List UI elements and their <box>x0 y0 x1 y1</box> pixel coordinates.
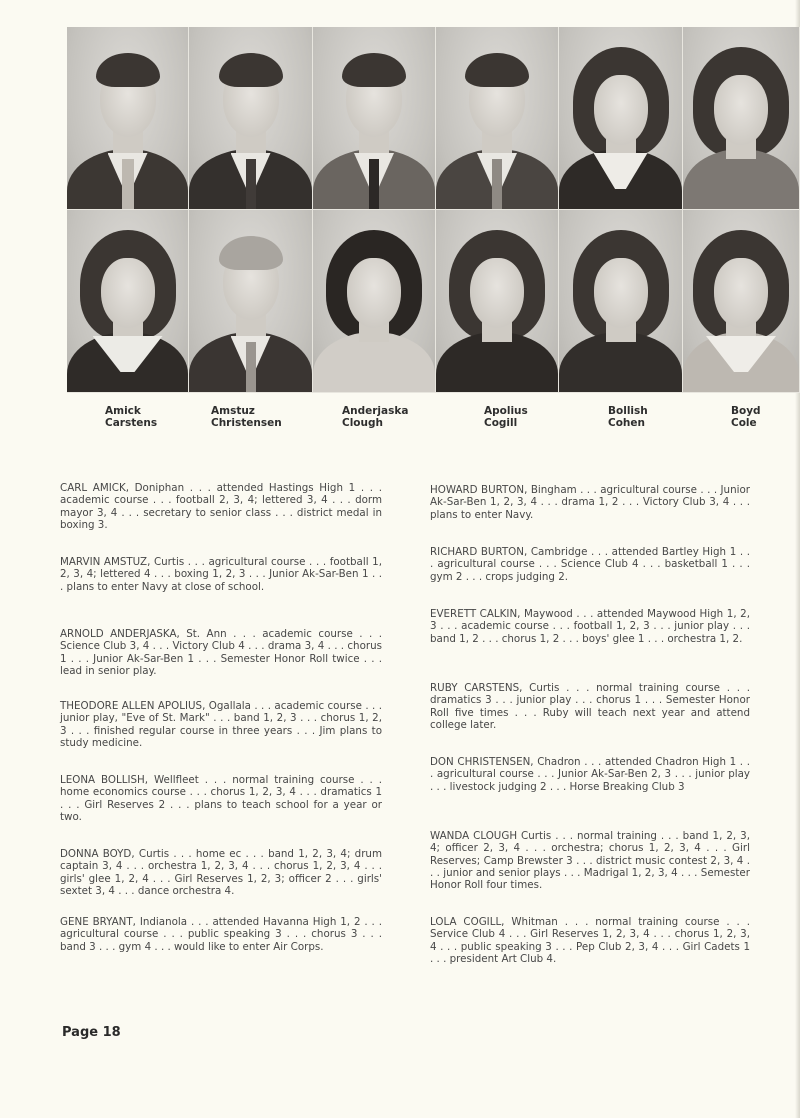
caption-bottom-name: Cogill <box>484 417 518 429</box>
caption-top-name: Amick <box>105 405 141 417</box>
bio-ruby-carstens: RUBY CARSTENS, Curtis . . . normal training course . . . dramatics 3 . . . junior play . . . chorus 1 . . . Semester Honor Roll five times . . . Ruby will teach next year and attend college later. <box>430 682 750 731</box>
portrait-carstens <box>67 210 189 393</box>
caption-top-name: Anderjaska <box>342 405 409 417</box>
bio-theodore-apolius: THEODORE ALLEN APOLIUS, Ogallala . . . academic course . . . junior play, "Eve of St. Mark" . . . band 1, 2, 3 . . . chorus 1, 2, 3 . . . finished regular course in three years . . . Jim plans to study medicine. <box>60 700 382 749</box>
portrait-apolius <box>436 27 559 210</box>
caption-bottom-name: Christensen <box>211 417 282 429</box>
caption-bottom-name: Clough <box>342 417 383 429</box>
portrait-boyd <box>683 27 800 210</box>
caption-top-name: Amstuz <box>211 405 255 417</box>
caption-top-name: Apolius <box>484 405 528 417</box>
portrait-captions <box>0 405 800 435</box>
portrait-bollish <box>559 27 683 210</box>
caption-bottom-name: Cole <box>731 417 757 429</box>
bio-everett-calkin: EVERETT CALKIN, Maywood . . . attended Maywood High 1, 2, 3 . . . academic course . . . football 1, 2, 3 . . . junior play . . . band 1, 2 . . . chorus 1, 2 . . . boys' glee 1 . . . orchestra 1, 2. <box>430 608 750 645</box>
caption-column-3 <box>342 405 408 429</box>
portrait-anderjaska <box>313 27 436 210</box>
bio-carl-amick: CARL AMICK, Doniphan . . . attended Hastings High 1 . . . academic course . . . football 2, 3, 4; lettered 3, 4 . . . dorm mayor 3, 4 . . . secretary to senior class . . . district medal in boxing 3. <box>60 482 382 531</box>
bio-lola-cogill: LOLA COGILL, Whitman . . . normal training course . . . Service Club 4 . . . Girl Reserves 1, 2, 3, 4 . . . chorus 1, 2, 3, 4 . . . public speaking 3 . . . Pep Club 2, 3, 4 . . . Girl Cadets 1 . . . president Art Club 4. <box>430 916 750 965</box>
portrait-grid <box>67 27 800 393</box>
portrait-amstuz <box>189 27 313 210</box>
caption-bottom-name: Carstens <box>105 417 158 429</box>
bio-don-christensen: DON CHRISTENSEN, Chadron . . . attended Chadron High 1 . . . agricultural course . . . Junior Ak-Sar-Ben 2, 3 . . . junior play . . . livestock judging 2 . . . Horse Breaking Club 3 <box>430 756 750 793</box>
caption-top-name: Bollish <box>608 405 648 417</box>
bio-howard-burton: HOWARD BURTON, Bingham . . . agricultural course . . . Junior Ak-Sar-Ben 1, 2, 3, 4 . . . drama 1, 2 . . . Victory Club 3, 4 . . . plans to enter Navy. <box>430 484 750 521</box>
caption-column-4 <box>484 405 528 429</box>
portrait-clough <box>313 210 436 393</box>
bio-leona-bollish: LEONA BOLLISH, Wellfleet . . . normal training course . . . home economics course . . . chorus 1, 2, 3, 4 . . . dramatics 1 . . . Girl Reserves 2 . . . plans to teach school for a year or two. <box>60 774 382 823</box>
caption-column-6 <box>731 405 761 429</box>
bio-donna-boyd: DONNA BOYD, Curtis . . . home ec . . . band 1, 2, 3, 4; drum captain 3, 4 . . . orchestra 1, 2, 3, 4 . . . chorus 1, 2, 3, 4 . . . girls' glee 1, 2, 4 . . . Girl Reserves 1, 2, 3; officer 2 . . . girls' sextet 3, 4 . . . dance orchestra 4. <box>60 848 382 897</box>
bio-gene-bryant: GENE BRYANT, Indianola . . . attended Havanna High 1, 2 . . . agricultural course . . . public speaking 3 . . . chorus 3 . . . band 3 . . . gym 4 . . . would like to enter Air Corps. <box>60 916 382 953</box>
bio-richard-burton: RICHARD BURTON, Cambridge . . . attended Bartley High 1 . . . agricultural course . . . Science Club 4 . . . basketball 1 . . . gym 2 . . . crops judging 2. <box>430 546 750 583</box>
caption-bottom-name: Cohen <box>608 417 645 429</box>
bio-arnold-anderjaska: ARNOLD ANDERJASKA, St. Ann . . . academic course . . . Science Club 3, 4 . . . Victory Club 4 . . . drama 3, 4 . . . chorus 1 . . . Junior Ak-Sar-Ben 1 . . . Semester Honor Roll twice . . . lead in senior play. <box>60 628 382 677</box>
caption-column-2 <box>211 405 282 429</box>
portrait-cole <box>683 210 800 393</box>
portrait-cogill <box>436 210 559 393</box>
caption-column-1 <box>105 405 157 429</box>
portrait-cohen <box>559 210 683 393</box>
portrait-amick <box>67 27 189 210</box>
bio-wanda-clough: WANDA CLOUGH Curtis . . . normal training . . . band 1, 2, 3, 4; officer 2, 3, 4 . . . orchestra; chorus 1, 2, 3, 4 . . . Girl Reserves; Camp Brewster 3 . . . district music contest 2, 3, 4 . . . junior and senior plays . . . Madrigal 1, 2, 3, 4 . . . Semester Honor Roll four times. <box>430 830 750 892</box>
bio-marvin-amstuz: MARVIN AMSTUZ, Curtis . . . agricultural course . . . football 1, 2, 3, 4; lettered 4 . . . boxing 1, 2, 3 . . . Junior Ak-Sar-Ben 1 . . . plans to enter Navy at close of school. <box>60 556 382 593</box>
page-number: Page 18 <box>62 1025 121 1040</box>
caption-top-name: Boyd <box>731 405 761 417</box>
portrait-christensen <box>189 210 313 393</box>
caption-column-5 <box>608 405 648 429</box>
